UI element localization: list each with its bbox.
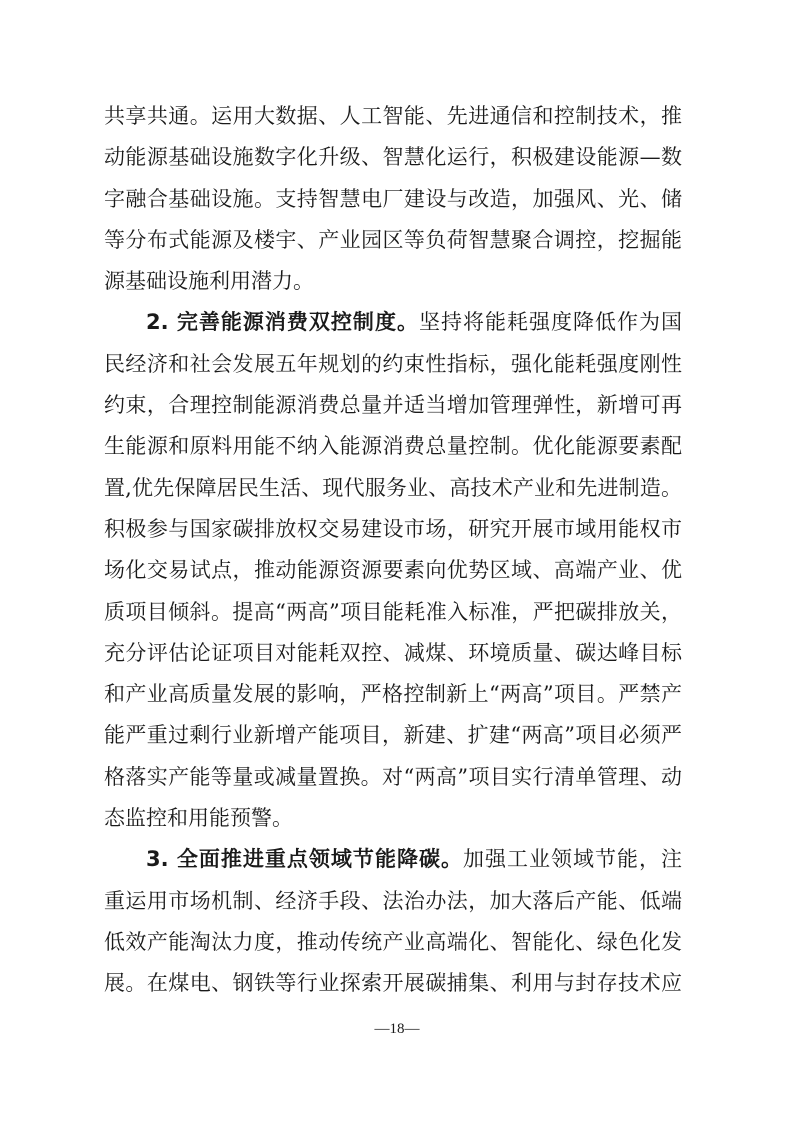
- text-line: 约束，合理控制能源消费总量并适当增加管理弹性，新增可再: [104, 393, 682, 418]
- text-line: 展。在煤电、钢铁等行业探索开展碳捕集、利用与封存技术应: [104, 971, 682, 996]
- section-heading: 3. 全面推进重点领域节能降碳。: [146, 847, 463, 872]
- text-line: 等分布式能源及楼宇、产业园区等负荷智慧聚合调控，挖掘能: [104, 227, 682, 252]
- text-line: 质项目倾斜。提高“两高”项目能耗准入标准，严把碳排放关，: [104, 599, 682, 624]
- heading-line-text: 加强工业领域节能，注: [462, 847, 683, 872]
- text-line: 态监控和用能预警。: [104, 806, 293, 831]
- text-line: 场化交易试点，推动能源资源要素向优势区域、高端产业、优: [104, 558, 682, 583]
- text-line: 充分评估论证项目对能耗双控、减煤、环境质量、碳达峰目标: [104, 640, 682, 665]
- text-line: 生能源和原料用能不纳入能源消费总量控制。优化能源要素配: [104, 434, 682, 459]
- paragraph-first-line: [104, 839, 682, 880]
- text-line: 源基础设施利用潜力。: [104, 269, 314, 294]
- text-line: 能严重过剩行业新增产能项目，新建、扩建“两高”项目必须严: [104, 723, 682, 748]
- text-line: 积极参与国家碳排放权交易建设市场，研究开展市域用能权市: [104, 516, 682, 541]
- text-line: 民经济和社会发展五年规划的约束性指标，强化能耗强度刚性: [104, 351, 682, 376]
- text-line: 格落实产能等量或减量置换。对“两高”项目实行清单管理、动: [104, 764, 682, 789]
- paragraph-energy-dual-control: [104, 302, 682, 839]
- paragraph-continuation: [104, 96, 682, 302]
- text-line: 动能源基础设施数字化升级、智慧化运行，积极建设能源—数: [104, 145, 682, 170]
- text-line: 重运用市场机制、经济手段、法治办法，加大落后产能、低端: [104, 888, 682, 913]
- text-line: 字融合基础设施。支持智慧电厂建设与改造，加强风、光、储: [104, 186, 682, 211]
- paragraph-key-sector-energy-saving: [104, 839, 682, 1004]
- page-number: —18—: [374, 1021, 420, 1037]
- paragraph-first-line: [104, 302, 682, 343]
- section-heading: 2. 完善能源消费双控制度。: [146, 310, 419, 335]
- text-line: 和产业高质量发展的影响，严格控制新上“两高”项目。严禁产: [104, 682, 682, 707]
- text-line: 低效产能淘汰力度，推动传统产业高端化、智能化、绿色化发: [104, 929, 682, 954]
- document-body: [104, 96, 682, 1005]
- heading-line-text: 坚持将能耗强度降低作为国: [418, 310, 682, 335]
- text-line: 共享共通。运用大数据、人工智能、先进通信和控制技术，推: [104, 104, 682, 128]
- text-line: 置,优先保障居民生活、现代服务业、高技术产业和先进制造。: [104, 475, 682, 500]
